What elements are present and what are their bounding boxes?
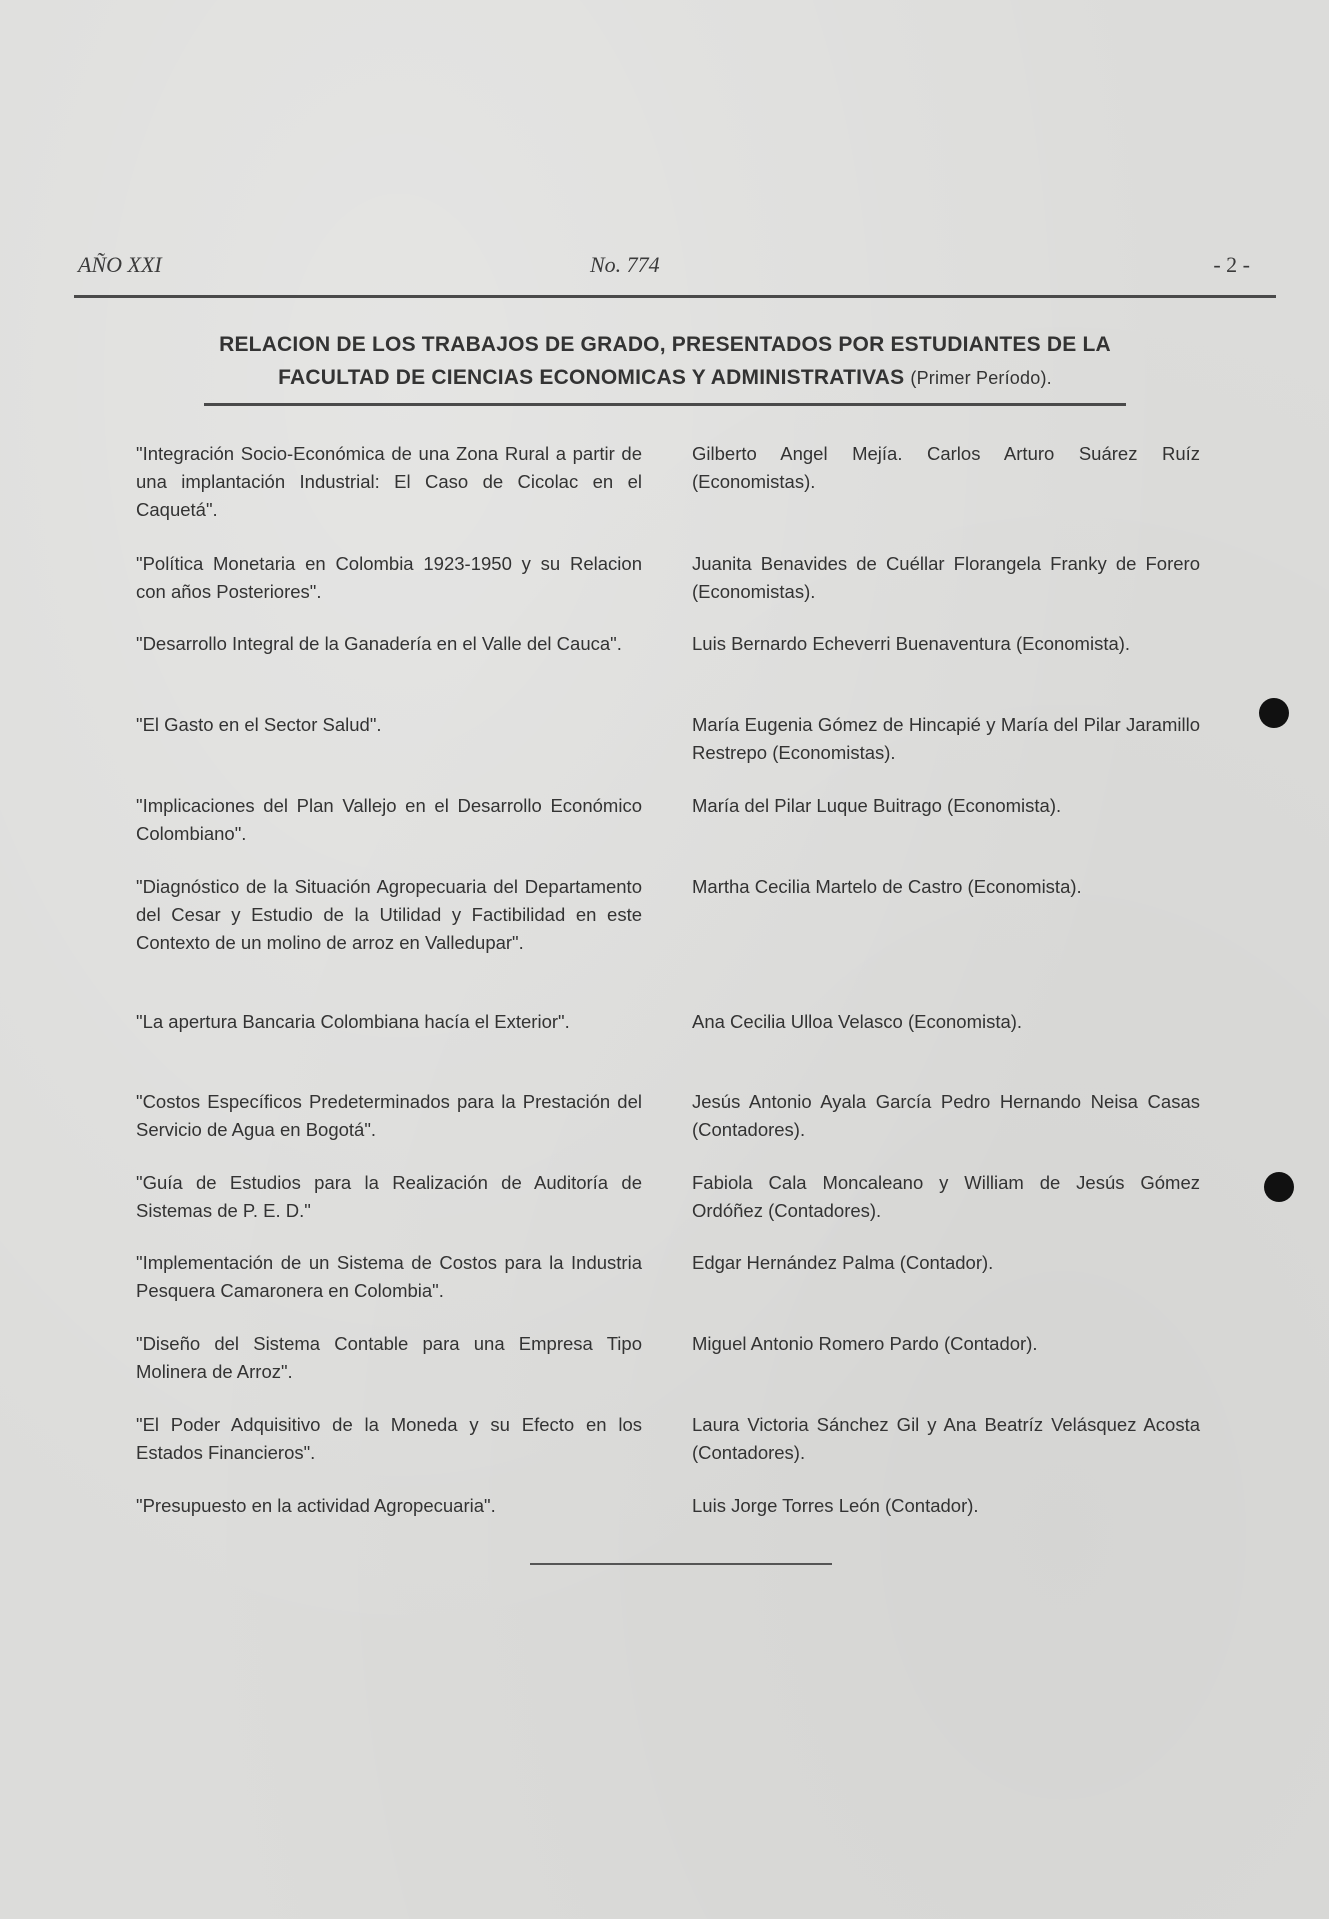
thesis-title: "Integración Socio-Económica de una Zona Rural a partir de una implantación Industrial: El Caso de Cicolac en el Caquetá". [136,443,642,520]
thesis-title: "Implementación de un Sistema de Costos para la Industria Pesquera Camaronera en Colombia". [136,1252,642,1301]
title-period: (Primer Período). [910,368,1052,388]
thesis-title: "Presupuesto en la actividad Agropecuaria". [136,1495,496,1516]
thesis-authors: María del Pilar Luque Buitrago (Economista). [692,795,1062,816]
thesis-title: "Diseño del Sistema Contable para una Empresa Tipo Molinera de Arroz". [136,1333,642,1382]
thesis-authors: Gilberto Angel Mejía. Carlos Arturo Suárez Ruíz (Economistas). [692,443,1200,492]
thesis-authors: Martha Cecilia Martelo de Castro (Economista). [692,876,1082,897]
thesis-authors: Juanita Benavides de Cuéllar Florangela Franky de Forero (Economistas). [692,553,1200,602]
binder-hole-mark [1264,1172,1294,1202]
thesis-title: "El Poder Adquisitivo de la Moneda y su Efecto en los Estados Financieros". [136,1414,642,1463]
thesis-title: "Costos Específicos Predeterminados para la Prestación del Servicio de Agua en Bogotá". [136,1091,642,1140]
title-line-2-text: FACULTAD DE CIENCIAS ECONOMICAS Y ADMINISTRATIVAS [278,366,905,389]
thesis-title: "Implicaciones del Plan Vallejo en el Desarrollo Económico Colombiano". [136,795,642,844]
binder-hole-mark [1259,698,1289,728]
thesis-authors: María Eugenia Gómez de Hincapié y María del Pilar Jaramillo Restrepo (Economistas). [692,714,1200,763]
year-label: AÑO XXI [78,252,162,277]
issue-number: No. 774 [590,252,660,277]
title-line-2 [150,361,1180,395]
thesis-authors: Edgar Hernández Palma (Contador). [692,1252,994,1273]
thesis-title: "El Gasto en el Sector Salud". [136,714,382,735]
thesis-authors: Luis Bernardo Echeverri Buenaventura (Economista). [692,633,1131,654]
header-rule [74,295,1276,298]
thesis-authors: Ana Cecilia Ulloa Velasco (Economista). [692,1011,1023,1032]
thesis-title: "Diagnóstico de la Situación Agropecuaria del Departamento del Cesar y Estudio de la Utilidad y Factibilidad en este Contexto de un molino de arroz en Valledupar". [136,876,642,953]
thesis-authors: Miguel Antonio Romero Pardo (Contador). [692,1333,1038,1354]
thesis-authors: Jesús Antonio Ayala García Pedro Hernando Neisa Casas (Contadores). [692,1091,1200,1140]
thesis-title: "Política Monetaria en Colombia 1923-1950 y su Relacion con años Posteriores". [136,553,642,602]
title-line-1: RELACION DE LOS TRABAJOS DE GRADO, PRESENTADOS POR ESTUDIANTES DE LA [219,333,1111,356]
document-title [150,328,1180,395]
thesis-title: "Guía de Estudios para la Realización de Auditoría de Sistemas de P. E. D." [136,1172,642,1221]
thesis-authors: Laura Victoria Sánchez Gil y Ana Beatríz Velásquez Acosta (Contadores). [692,1414,1200,1463]
closing-rule [530,1563,832,1565]
page-number: - 2 - [1213,252,1250,277]
thesis-authors: Luis Jorge Torres León (Contador). [692,1495,979,1516]
thesis-title: "La apertura Bancaria Colombiana hacía el Exterior". [136,1011,570,1032]
thesis-title: "Desarrollo Integral de la Ganadería en el Valle del Cauca". [136,633,622,654]
title-rule [204,403,1126,406]
thesis-authors: Fabiola Cala Moncaleano y William de Jesús Gómez Ordóñez (Contadores). [692,1172,1200,1221]
page-header [78,252,1250,286]
